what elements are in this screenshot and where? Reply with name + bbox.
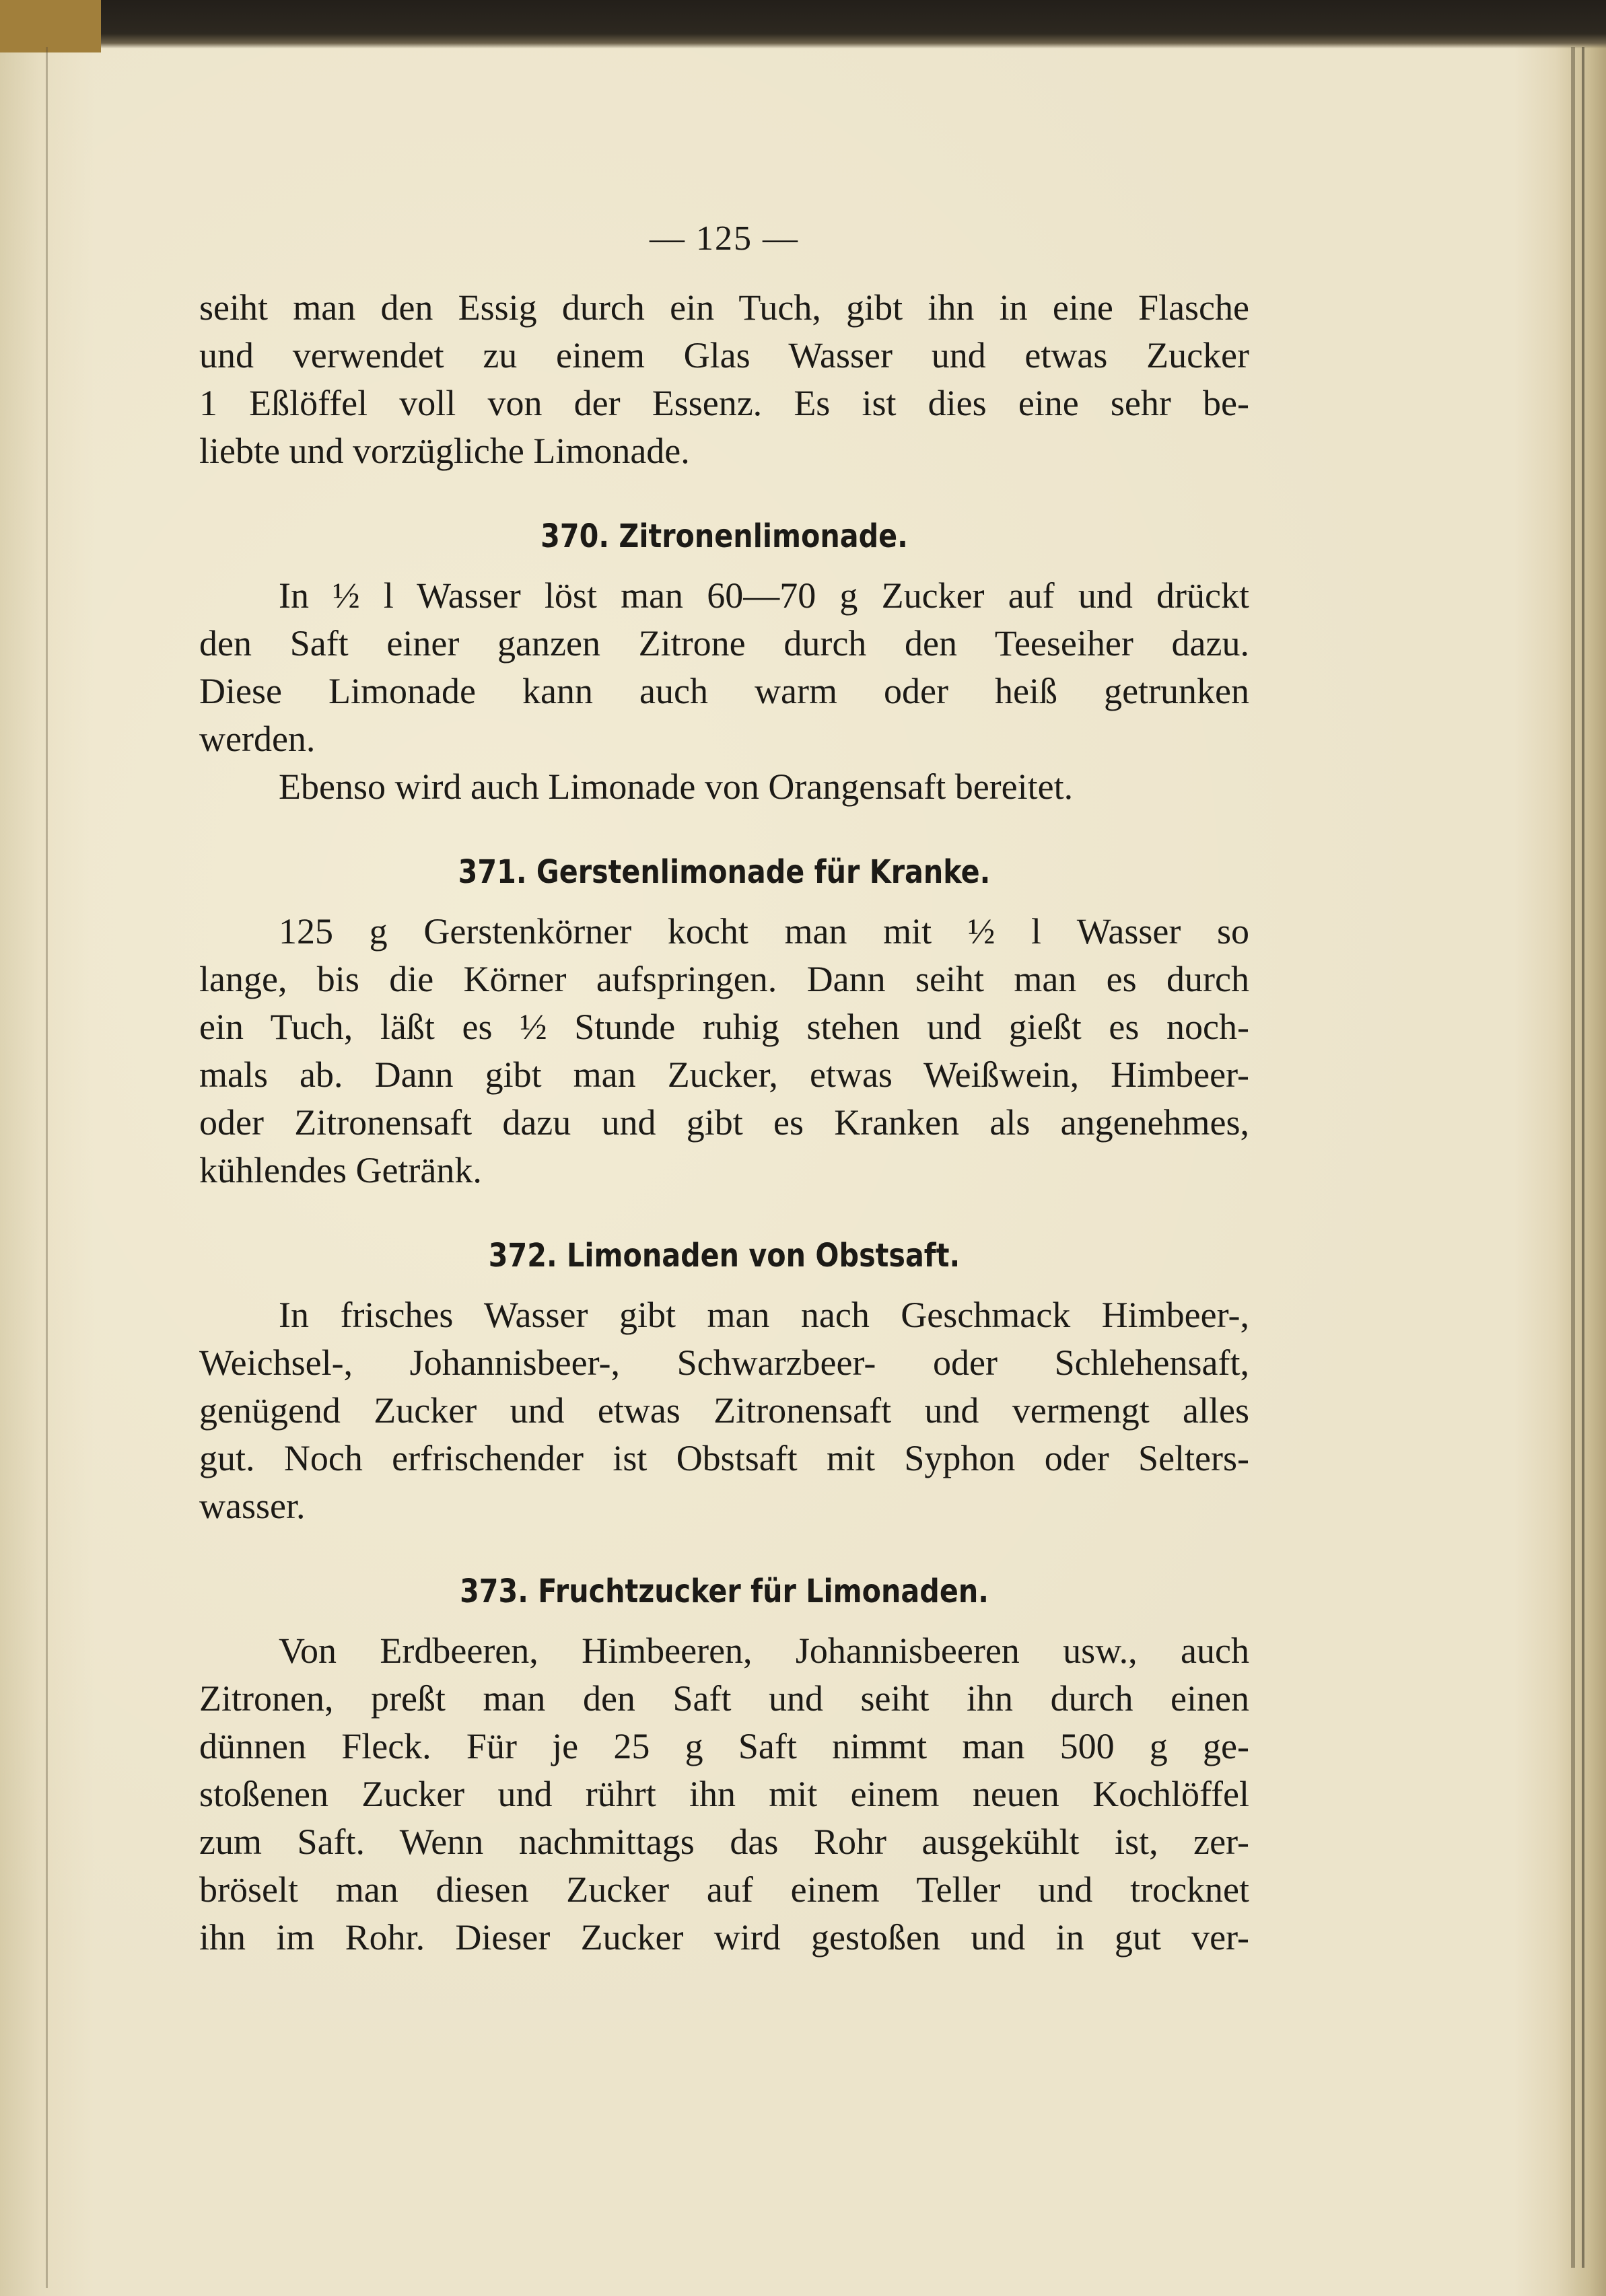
text-line: bröselt man diesen Zucker auf einem Teller und trocknet (199, 1869, 1249, 1910)
text-line: kühlendes Getränk. (199, 1150, 482, 1190)
text-line: In frisches Wasser gibt man nach Geschmack Himbeer-, (279, 1295, 1249, 1335)
text-line: stoßenen Zucker und rührt ihn mit einem neuen Kochlöffel (199, 1774, 1249, 1814)
text-line: Von Erdbeeren, Himbeeren, Johannisbeeren usw., auch (279, 1630, 1249, 1671)
text-line: Ebenso wird auch Limonade von Orangensaft bereitet. (279, 766, 1074, 807)
page-text (199, 202, 1249, 1962)
recipe-heading: 372. Limonaden von Obstsaft. (488, 1237, 961, 1275)
page-edge-shadow (1582, 47, 1584, 2268)
text-line: ein Tuch, läßt es ½ Stunde ruhig stehen und gießt es noch- (199, 1007, 1249, 1047)
page-number: — 125 — (650, 219, 799, 258)
text-line: und verwendet zu einem Glas Wasser und etwas Zucker (199, 335, 1249, 375)
text-line: zum Saft. Wenn nachmittags das Rohr ausgekühlt ist, zer- (199, 1822, 1249, 1862)
scan-top-edge (0, 0, 1606, 48)
text-line: werden. (199, 719, 316, 759)
text-line: seiht man den Essig durch ein Tuch, gibt ihn in eine Flasche (199, 287, 1249, 328)
recipe-371 (199, 836, 1249, 1194)
recipe-373 (199, 1556, 1249, 1962)
text-line: ihn im Rohr. Dieser Zucker wird gestoßen und in gut ver- (199, 1917, 1249, 1958)
intro-paragraph (199, 284, 1249, 475)
text-line: In ½ l Wasser löst man 60—70 g Zucker auf und drückt (279, 575, 1249, 616)
text-line: 1 Eßlöffel voll von der Essenz. Es ist dies eine sehr be- (199, 383, 1249, 423)
page-edge-shadow (1571, 47, 1575, 2268)
book-cover-corner (0, 0, 101, 52)
text-line: Diese Limonade kann auch warm oder heiß getrunken (199, 671, 1249, 711)
text-line: gut. Noch erfrischender ist Obstsaft mit Syphon oder Selters- (199, 1438, 1249, 1478)
text-line: liebte und vorzügliche Limonade. (199, 431, 690, 471)
text-line: dünnen Fleck. Für je 25 g Saft nimmt man 500 g ge- (199, 1726, 1249, 1766)
recipe-heading: 371. Gerstenlimonade für Kranke. (458, 853, 991, 891)
recipe-370 (199, 501, 1249, 811)
recipe-heading: 373. Fruchtzucker für Limonaden. (460, 1573, 989, 1610)
text-line: 125 g Gerstenkörner kocht man mit ½ l Wasser so (279, 911, 1249, 952)
text-line: Zitronen, preßt man den Saft und seiht ihn durch einen (199, 1678, 1249, 1719)
page-fold-shadow (46, 47, 48, 2288)
text-line: wasser. (199, 1486, 306, 1526)
text-line: lange, bis die Körner aufspringen. Dann seiht man es durch (199, 959, 1249, 999)
recipe-372 (199, 1220, 1249, 1530)
text-line: Weichsel-, Johannisbeer-, Schwarzbeer- oder Schlehensaft, (199, 1342, 1249, 1383)
text-line: mals ab. Dann gibt man Zucker, etwas Weißwein, Himbeer- (199, 1054, 1249, 1095)
text-line: oder Zitronensaft dazu und gibt es Kranken als angenehmes, (199, 1102, 1249, 1143)
text-line: den Saft einer ganzen Zitrone durch den Teeseiher dazu. (199, 623, 1249, 663)
text-line: genügend Zucker und etwas Zitronensaft und vermengt alles (199, 1390, 1249, 1431)
recipe-heading: 370. Zitronenlimonade. (540, 517, 908, 555)
